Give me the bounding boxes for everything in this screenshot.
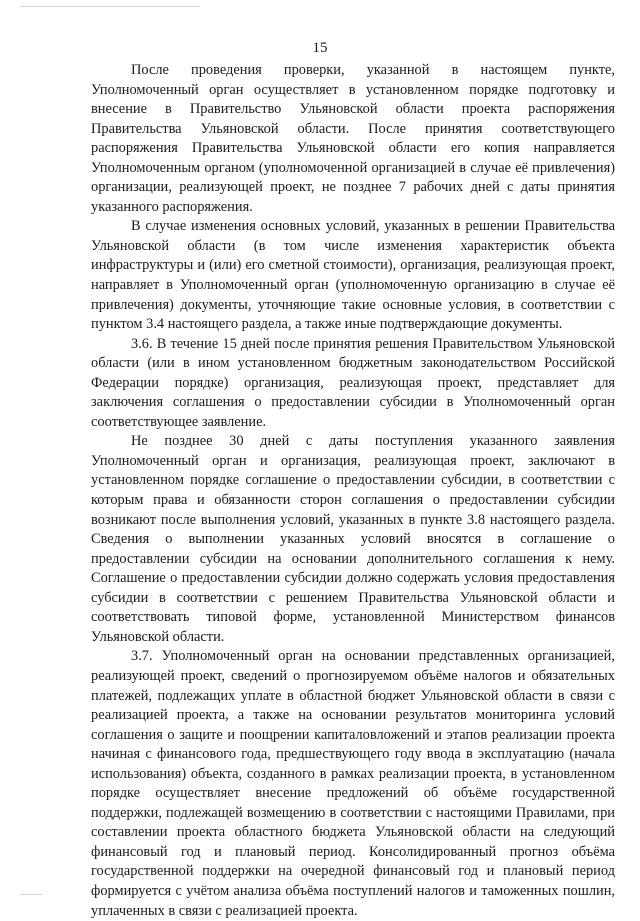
document-body — [91, 61, 615, 921]
scan-artifact-bottom — [20, 894, 42, 895]
paragraph-agreement-deadline: Не позднее 30 дней с даты поступления указанного заявления Уполномоченный орган и организация, реализующая проект, заключают в установленном порядке соглашение о предоставлении субсидии, в соответствии с которым права и обязанности сторон соглашения о предоставлении субсидии возникают после выполнения условий, указанных в пункте 3.8 настоящего раздела. Сведения о выполнении указанных условий вносятся в соглашение о предоставлении субсидии на основании дополнительного соглашения к нему. Соглашение о предоставлении субсидии должно содержать условия предоставления субсидии в соответствии с решением Правительства Ульяновской области и соответствовать типовой форме, установленной Министерством финансов Ульяновской области. — [91, 433, 615, 645]
paragraph-approval-order: После проведения проверки, указанной в настоящем пункте, Уполномоченный орган осуществляет в установленном порядке подготовку и внесение в Правительство Ульяновской области проекта распоряжения Правительства Ульяновской области. После принятия соответствующего распоряжения Правительства Ульяновской области его копия направляется Уполномоченным органом (уполномоченной организацией в случае её привлечения) организации, реализующей проект, не позднее 7 рабочих дней с даты принятия указанного распоряжения. — [91, 62, 615, 215]
paragraph-3-6: 3.6. В течение 15 дней после принятия решения Правительством Ульяновской области (или в ином установленном бюджетным законодательством Российской Федерации порядке) организация, реализующая проект, представляет для заключения соглашения о предоставлении субсидии в Уполномоченный орган соответствующее заявление. — [91, 335, 615, 430]
paragraph-3-7: 3.7. Уполномоченный орган на основании представленных организацией, реализующей проект, сведений о прогнозируемом объёме налогов и обязательных платежей, подлежащих уплате в областной бюджет Ульяновской области в связи с реализацией проекта, а также на основании результатов мониторинга условий соглашения о защите и поощрении капиталовложений и этапов реализации проекта начиная с финансового года, предшествующего году ввода в эксплуатацию (начала использования) объекта, созданного в рамках реализации проекта, в установленном порядке осуществляет внесение предложений об объёме государственной поддержки, подлежащей возмещению в соответствии с настоящими Правилами, при составлении проекта областного бюджета Ульяновской области на следующий финансовый год и плановый период. Консолидированный прогноз объёма государственной поддержки на очередной финансовый год и плановый период формируется с учётом анализа объёма поступлений налогов и таможенных пошлин, уплаченных в связи с реализацией проекта. — [91, 648, 615, 919]
page-number: 15 — [312, 40, 328, 56]
scan-artifact-top — [20, 6, 200, 7]
paragraph-conditions-change: В случае изменения основных условий, указанных в решении Правительства Ульяновской области (в том числе изменения характеристик объекта инфраструктуры и (или) его сметной стоимости), организация, реализующая проект, направляет в Уполномоченный орган (уполномоченную организацию в случае её привлечения) документы, уточняющие такие основные условия, в соответствии с пунктом 3.4 настоящего раздела, а также иные подтверждающие документы. — [91, 218, 615, 333]
